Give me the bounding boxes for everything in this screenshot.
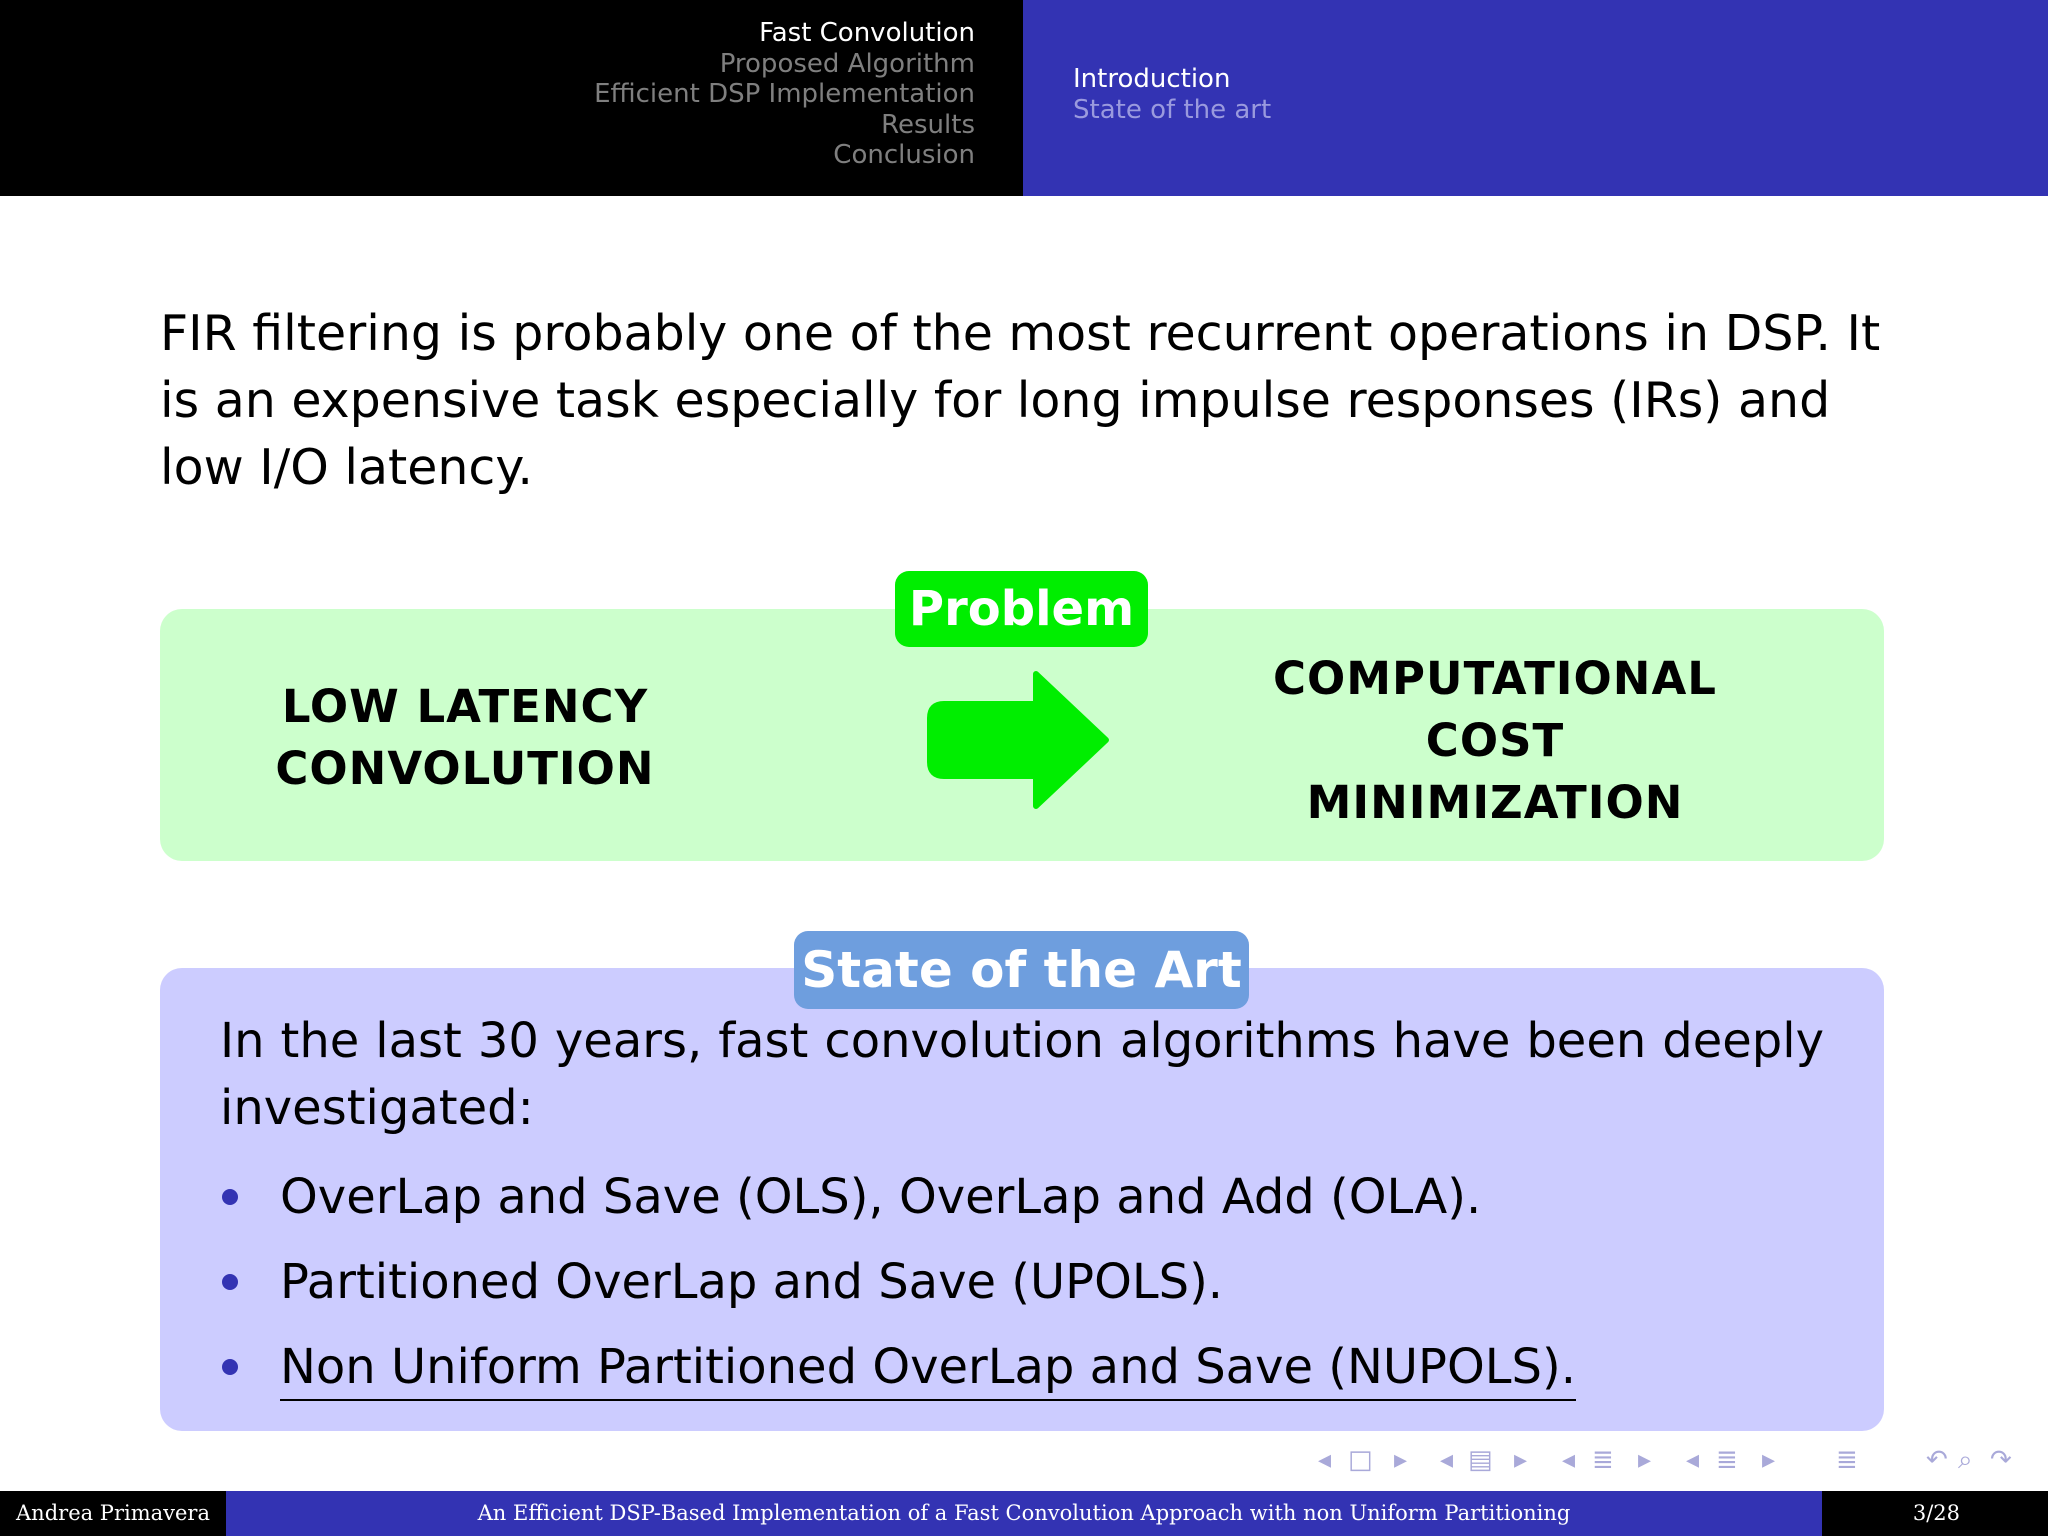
problem-right-line: MINIMIZATION (1306, 776, 1684, 829)
back-icon[interactable]: ↶ (1926, 1445, 1948, 1475)
right-arrow-icon (926, 670, 1109, 810)
list-item (280, 1240, 1576, 1325)
nav-section-results[interactable]: Results (881, 109, 975, 140)
list-item-text: Non Uniform Partitioned OverLap and Save (NUPOLS). (280, 1339, 1576, 1401)
state-of-the-art-title: State of the Art (794, 931, 1249, 1009)
subsection-next-icon[interactable]: ▸ (1514, 1445, 1528, 1475)
intro-paragraph: FIR filtering is probably one of the most recurrent operations in DSP. It is an expensive task especially for long impulse responses (IRs) and low I/O latency. (160, 305, 1881, 496)
forward-icon[interactable]: ↷ (1990, 1445, 2012, 1475)
document-icon[interactable]: ≣ (1716, 1445, 1738, 1475)
nav-section-conclusion[interactable]: Conclusion (833, 140, 975, 170)
subsection-navigation (1073, 64, 1271, 125)
frame-prev-icon[interactable]: ◂ (1318, 1445, 1332, 1475)
problem-right-line: COMPUTATIONAL (1273, 652, 1717, 705)
subsection-icon[interactable]: ▤ (1468, 1445, 1493, 1475)
list-item-text: OverLap and Save (OLS), OverLap and Add (OLA). (280, 1169, 1482, 1225)
list-item (280, 1155, 1576, 1240)
toc-icon[interactable]: ≣ (1836, 1445, 1858, 1475)
footer-title: An Efficient DSP-Based Implementation of a Fast Convolution Approach with non Uniform Partitioning (226, 1491, 1822, 1536)
header-subsections-panel (1023, 0, 2048, 196)
footer-page-number: 3/28 (1822, 1491, 2048, 1536)
nav-section-efficient-dsp-implementation[interactable]: Efficient DSP Implementation (594, 79, 975, 109)
nav-section-proposed-algorithm[interactable]: Proposed Algorithm (719, 48, 975, 79)
problem-left-label (215, 676, 715, 800)
document-prev-icon[interactable]: ◂ (1686, 1445, 1700, 1475)
subsection-prev-icon[interactable]: ◂ (1440, 1445, 1454, 1475)
nav-section-fast-convolution[interactable]: Fast Convolution (759, 18, 975, 48)
section-next-icon[interactable]: ▸ (1638, 1445, 1652, 1475)
bullet-icon (222, 1359, 238, 1375)
problem-block-title: Problem (895, 571, 1148, 647)
frame-next-icon[interactable]: ▸ (1394, 1445, 1408, 1475)
frame-icon[interactable]: □ (1348, 1445, 1373, 1475)
section-navigation (594, 18, 975, 171)
problem-right-label (1245, 648, 1745, 834)
footer-author: Andrea Primavera (0, 1491, 226, 1536)
document-next-icon[interactable]: ▸ (1762, 1445, 1776, 1475)
nav-subsection-introduction[interactable]: Introduction (1073, 64, 1231, 94)
list-item (280, 1325, 1576, 1410)
problem-left-line: LOW LATENCY (281, 680, 649, 733)
problem-right-line: COST (1425, 714, 1565, 767)
state-of-the-art-text: In the last 30 years, fast convolution algorithms have been deeply investigated: (220, 1013, 1824, 1136)
list-item-text: Partitioned OverLap and Save (UPOLS). (280, 1254, 1224, 1310)
state-of-the-art-list (280, 1155, 1576, 1410)
problem-left-line: CONVOLUTION (275, 742, 655, 795)
bullet-icon (222, 1189, 238, 1205)
section-icon[interactable]: ≣ (1592, 1445, 1614, 1475)
nav-subsection-state-of-the-art[interactable]: State of the art (1073, 94, 1272, 125)
header-sections-panel (0, 0, 1023, 196)
search-icon[interactable]: ⌕ (1958, 1445, 1973, 1475)
bullet-icon (222, 1274, 238, 1290)
section-prev-icon[interactable]: ◂ (1562, 1445, 1576, 1475)
